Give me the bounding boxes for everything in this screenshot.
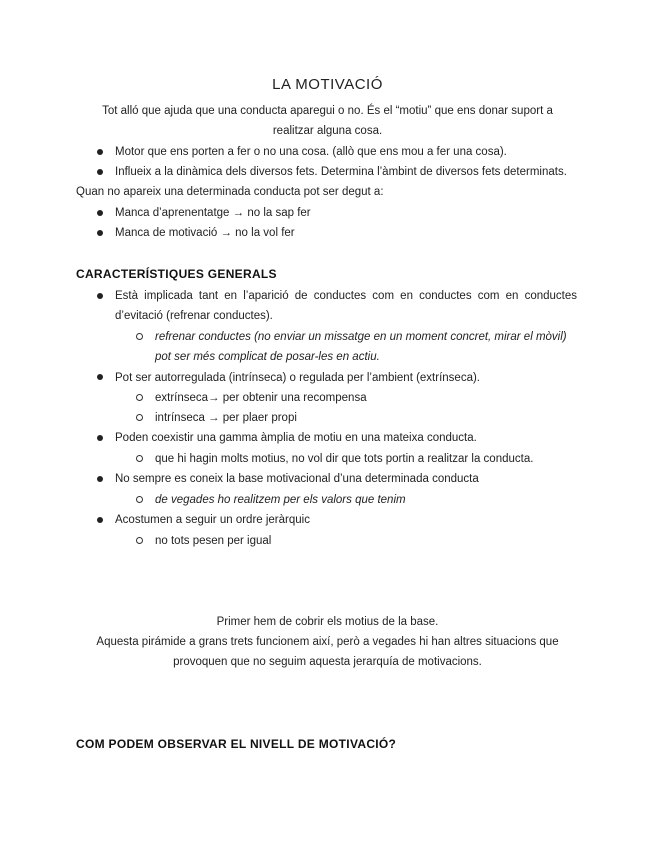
general-bullet-5-sub: no tots pesen per igual: [155, 535, 272, 547]
bullet-marker: [97, 476, 103, 482]
absence-bullet-2: Manca de motivació → no la vol fer: [115, 227, 295, 239]
sub-bullet-marker: [136, 537, 143, 544]
section-heading-observe: COM PODEM OBSERVAR EL NIVELL DE MOTIVACIÓ?: [76, 737, 397, 751]
bullet-marker: [97, 517, 103, 523]
bullet-marker: [97, 293, 103, 299]
sub-bullet-marker: [136, 496, 143, 503]
general-bullet-4: No sempre es coneix la base motivacional d’una determinada conducta: [115, 473, 479, 485]
absence-bullet-1: Manca d’aprenentatge → no la sap fer: [115, 207, 311, 219]
bullet-marker: [97, 149, 103, 155]
document-title: LA MOTIVACIÓ: [272, 76, 383, 93]
general-bullet-2-sub-1: extrínseca→ per obtenir una recompensa: [155, 392, 367, 404]
bullet-marker: [97, 169, 103, 175]
bullet-marker: [97, 230, 103, 236]
sub-bullet-marker: [136, 414, 143, 421]
general-bullet-1-sub-line-1: refrenar conductes (no enviar un missatge en un moment concret, mirar el mòvil): [155, 331, 567, 343]
sub-bullet-marker: [136, 394, 143, 401]
sub-bullet-marker: [136, 333, 143, 340]
general-bullet-3: Poden coexistir una gamma àmplia de motiu en una mateixa conducta.: [115, 432, 477, 444]
pyramid-note-line-1: Primer hem de cobrir els motius de la base.: [216, 616, 439, 628]
general-bullet-4-sub: de vegades ho realitzem per els valors que tenim: [155, 494, 406, 506]
general-bullet-1-line-2: d’evitació (refrenar conductes).: [115, 310, 273, 322]
intro-bullet-2: Influeix a la dinàmica dels diversos fets. Determina l’àmbint de diversos fets determinats.: [115, 166, 567, 178]
general-bullet-2-sub-2: intrínseca → per plaer propi: [155, 412, 297, 424]
general-bullet-3-sub: que hi hagin molts motius, no vol dir que tots portin a realitzar la conducta.: [155, 453, 534, 465]
intro-line-1: Tot alló que ajuda que una conducta aparegui o no. És el “motiu” que ens donar suport a: [102, 105, 553, 117]
absence-lead: Quan no apareix una determinada conducta pot ser degut a:: [76, 186, 384, 198]
intro-line-2: realitzar alguna cosa.: [272, 125, 383, 137]
intro-bullet-1: Motor que ens porten a fer o no una cosa. (allò que ens mou a fer una cosa).: [115, 146, 507, 158]
general-bullet-1-line-1: Està implicada tant en l’aparició de conductes com en conductes com en conductes: [115, 290, 577, 302]
bullet-marker: [97, 435, 103, 441]
pyramid-note-line-3: provoquen que no seguim aquesta jerarquía de motivacions.: [173, 656, 482, 668]
pyramid-note-line-2: Aquesta pirámide a grans trets funcionem així, però a vegades hi han altres situacions que: [96, 636, 559, 648]
sub-bullet-marker: [136, 455, 143, 462]
general-bullet-5: Acostumen a seguir un ordre jeràrquic: [115, 514, 310, 526]
section-heading-general: CARACTERÍSTIQUES GENERALS: [76, 267, 277, 281]
bullet-marker: [97, 374, 103, 380]
general-bullet-1-sub-line-2: pot ser més complicat de posar-les en actiu.: [155, 351, 380, 363]
general-bullet-2: Pot ser autorregulada (intrínseca) o regulada per l’ambient (extrínseca).: [115, 372, 480, 384]
bullet-marker: [97, 210, 103, 216]
